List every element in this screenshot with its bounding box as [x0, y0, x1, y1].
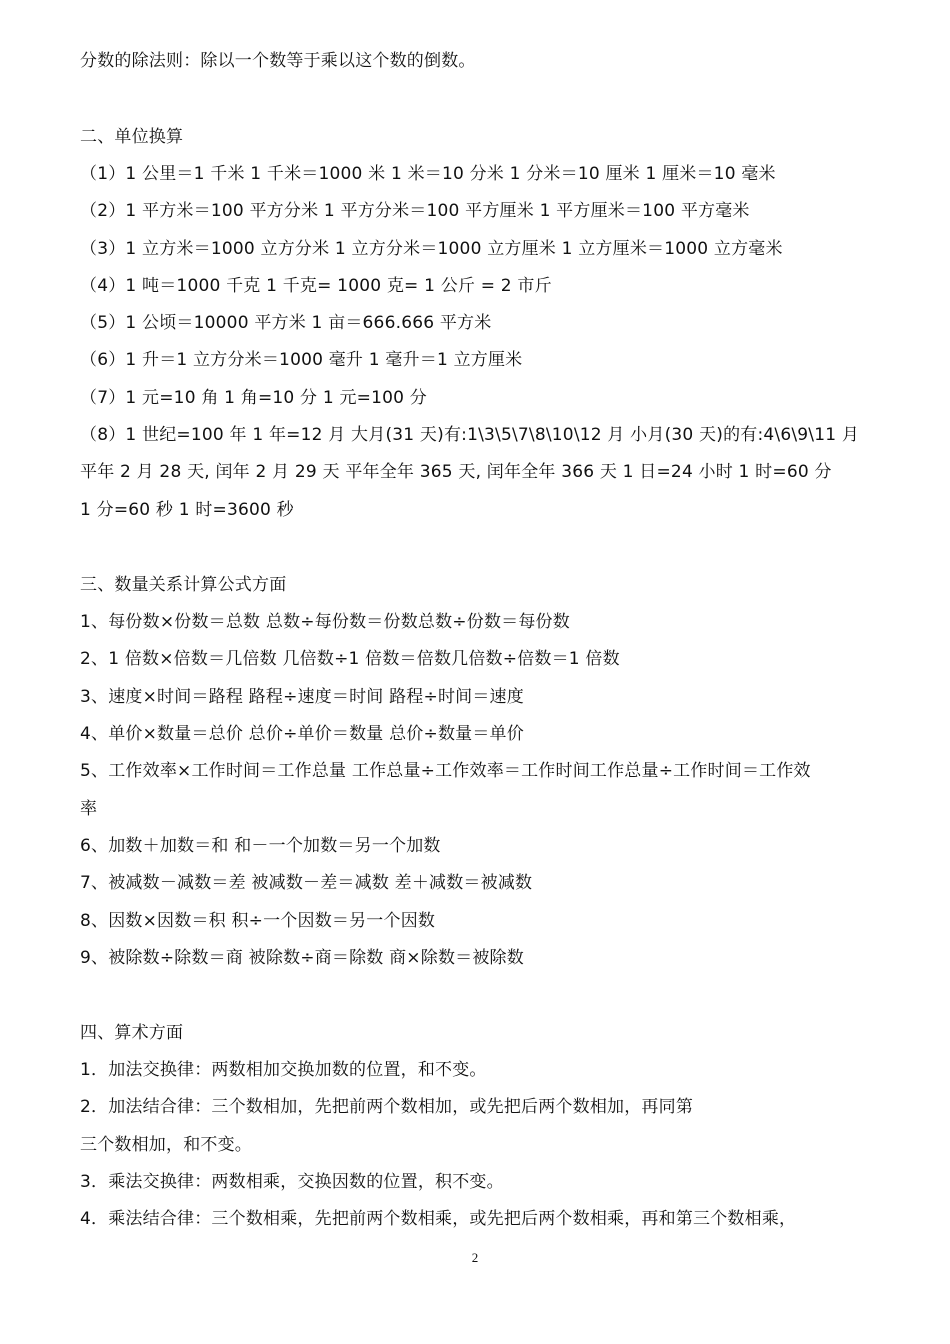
unit-conversion-line: 1 分=60 秒 1 时=3600 秒 [80, 500, 294, 520]
formula-line: 率 [80, 799, 98, 819]
formula-line: 5、工作效率×工作时间＝工作总量 工作总量÷工作效率＝工作时间工作总量÷工作时间＝工作效 [80, 761, 811, 781]
formula-line: 7、被减数－减数＝差 被减数－差＝减数 差＋减数＝被减数 [80, 873, 533, 893]
unit-conversion-line: （2）1 平方米＝100 平方分米 1 平方分米＝100 平方厘米 1 平方厘米＝100 平方毫米 [80, 201, 750, 221]
formula-line: 9、被除数÷除数＝商 被除数÷商＝除数 商×除数＝被除数 [80, 948, 524, 968]
unit-conversion-line: （4）1 吨＝1000 千克 1 千克= 1000 克= 1 公斤 = 2 市斤 [80, 276, 552, 296]
formula-line: 2、1 倍数×倍数＝几倍数 几倍数÷1 倍数＝倍数几倍数÷倍数＝1 倍数 [80, 649, 620, 669]
formula-line: 3、速度×时间＝路程 路程÷速度＝时间 路程÷时间＝速度 [80, 687, 524, 707]
formula-line: 1、每份数×份数＝总数 总数÷每份数＝份数总数÷份数＝每份数 [80, 612, 570, 632]
unit-conversion-line: （7）1 元=10 角 1 角=10 分 1 元=100 分 [80, 388, 427, 408]
arithmetic-law-line: 4．乘法结合律：三个数相乘，先把前两个数相乘，或先把后两个数相乘，再和第三个数相乘， [80, 1209, 797, 1229]
unit-conversion-line: （1）1 公里＝1 千米 1 千米＝1000 米 1 米＝10 分米 1 分米＝10 厘米 1 厘米＝10 毫米 [80, 164, 776, 184]
unit-conversion-line: （3）1 立方米＝1000 立方分米 1 立方分米＝1000 立方厘米 1 立方厘米＝1000 立方毫米 [80, 239, 783, 259]
section-heading-arithmetic: 四、算术方面 [80, 1023, 184, 1043]
unit-conversion-line: （8）1 世纪=100 年 1 年=12 月 大月(31 天)有:1\3\5\7\8\10\12 月 小月(30 天)的有:4\6\9\11 月 [80, 425, 860, 445]
division-rule-text: 分数的除法则：除以一个数等于乘以这个数的倒数。 [80, 51, 476, 71]
arithmetic-law-line: 2．加法结合律：三个数相加，先把前两个数相加，或先把后两个数相加，再同第 [80, 1097, 694, 1117]
page-number: 2 [471, 1250, 479, 1265]
unit-conversion-line: （6）1 升＝1 立方分米＝1000 毫升 1 毫升＝1 立方厘米 [80, 350, 523, 370]
arithmetic-law-line: 三个数相加，和不变。 [80, 1135, 252, 1155]
arithmetic-law-line: 3．乘法交换律：两数相乘，交换因数的位置，积不变。 [80, 1172, 504, 1192]
formula-line: 6、加数＋加数＝和 和－一个加数＝另一个加数 [80, 836, 441, 856]
section-heading-unit-conversion: 二、单位换算 [80, 127, 184, 147]
formula-line: 4、单价×数量＝总价 总价÷单价＝数量 总价÷数量＝单价 [80, 724, 524, 744]
formula-line: 8、因数×因数＝积 积÷一个因数＝另一个因数 [80, 911, 436, 931]
unit-conversion-line: （5）1 公顷＝10000 平方米 1 亩＝666.666 平方米 [80, 313, 492, 333]
section-heading-quantity-relations: 三、数量关系计算公式方面 [80, 575, 287, 595]
unit-conversion-line: 平年 2 月 28 天, 闰年 2 月 29 天 平年全年 365 天, 闰年全年 366 天 1 日=24 小时 1 时=60 分 [80, 462, 832, 482]
arithmetic-law-line: 1．加法交换律：两数相加交换加数的位置，和不变。 [80, 1060, 487, 1080]
